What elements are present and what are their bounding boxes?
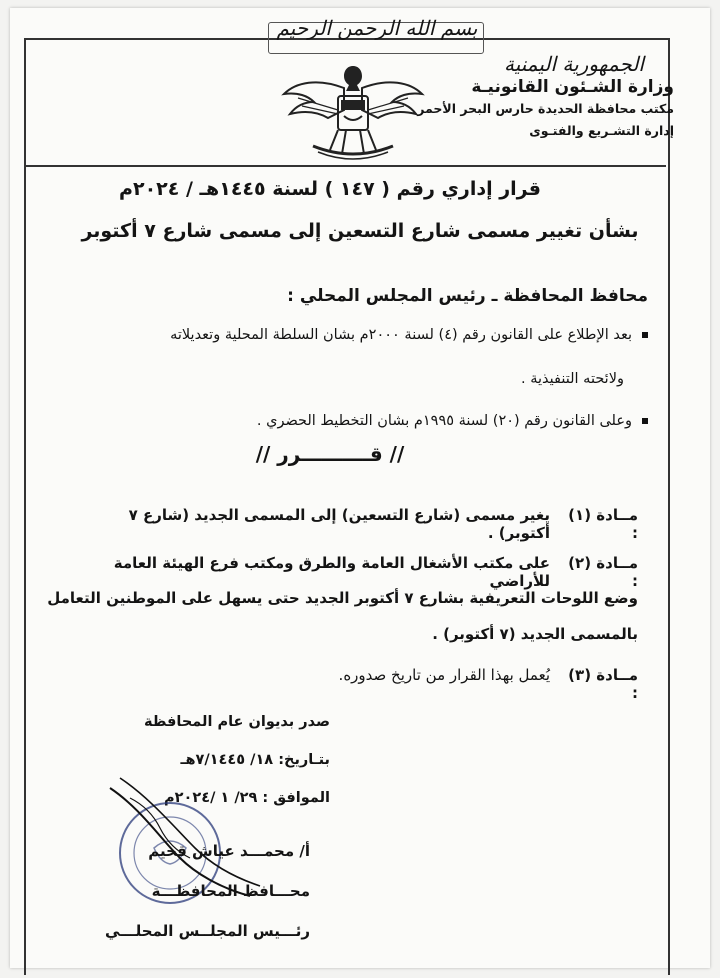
document-page xyxy=(10,8,710,968)
decided-heading: // قــــــــــرر // xyxy=(255,442,405,466)
addressee: محافظ المحافظة ـ رئيس المجلس المحلي : xyxy=(287,286,648,306)
decision-subject: بشأن تغيير مسمى شارع التسعين إلى مسمى شارع ٧ أكتوبر xyxy=(81,220,639,242)
preamble-item-continued xyxy=(4,364,624,394)
issued-date-gregorian: الموافق : ٢٩/ ١ /٢٠٢٤م xyxy=(164,790,330,806)
department-name: إدارة التشـريع والفتـوى xyxy=(529,123,674,138)
issued-place: صدر بديوان عام المحافظة xyxy=(143,714,330,730)
preamble-2: وعلى القانون رقم (٢٠) لسنة ١٩٩٥م بشان التخطيط الحضري . xyxy=(256,413,632,429)
article-1-text: يغير مسمى (شارع التسعين) إلى المسمى الجديد (شارع ٧ أكتوبر) . xyxy=(128,506,550,542)
preamble-item xyxy=(28,406,648,436)
office-name: مكتب محافظة الحديدة حارس البحر الأحمر xyxy=(417,101,674,116)
article-2-label: مــادة (٢) : xyxy=(568,554,638,590)
basmala: بسم الله الرحمن الرحيم xyxy=(276,16,478,40)
preamble-1-line1: بعد الإطلاع على القانون رقم (٤) لسنة ٢٠٠٠م بشان السلطة المحلية وتعديلاته xyxy=(170,327,632,343)
article-3-label: مــادة (٣) : xyxy=(568,666,638,702)
decision-number: قرار إداري رقم ( ١٤٧ ) لسنة ١٤٤٥هـ / ٢٠٢٤م xyxy=(119,178,541,200)
article-2-line3: بالمسمى الجديد (٧ أكتوبر) . xyxy=(432,625,638,643)
article-2-line1: على مكتب الأشغال العامة والطرق ومكتب فرع الهيئة العامة للأراضي xyxy=(113,554,550,590)
signatory-title: محـــافظ المحافظـــة xyxy=(151,882,310,900)
header-divider xyxy=(26,165,666,167)
bullet-square-icon xyxy=(642,418,648,424)
preamble-item xyxy=(28,320,648,350)
signatory-name: أ/ محمـــد عياش قحيم xyxy=(148,842,310,860)
republic-name: الجمهورية اليمنية xyxy=(503,52,644,76)
letterhead xyxy=(404,52,674,142)
preamble-1-line2: ولائحته التنفيذية . xyxy=(521,371,624,387)
bullet-square-icon xyxy=(642,332,648,338)
article-2-line2: وضع اللوحات التعريفية بشارع ٧ أكتوبر الجديد حتى يسهل على الموطنين التعامل xyxy=(47,589,638,607)
ministry-name: وزارة الشـئون القانونيـة xyxy=(471,77,674,97)
issued-date-hijri: بتـاريخ: ١٨/ ٧/١٤٤٥هـ xyxy=(180,752,330,768)
article-3-text: يُعمل بهذا القرار من تاريخ صدوره. xyxy=(338,666,550,684)
signatory-council: رئـــيس المجلــس المحلـــي xyxy=(105,922,310,940)
article-1-label: مــادة (١) : xyxy=(568,506,638,542)
